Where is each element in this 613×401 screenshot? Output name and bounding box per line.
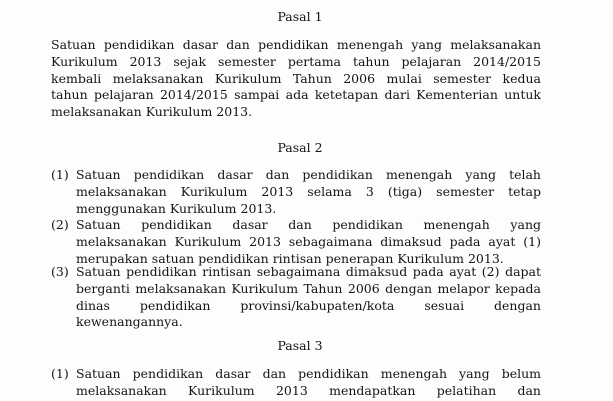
paragraph-line: Satuan pendidikan dasar dan pendidikan menengah yang <box>76 217 541 232</box>
paragraph-line: merupakan satuan pendidikan rintisan penerapan Kurikulum 2013. <box>76 250 504 266</box>
paragraph-line: menggunakan Kurikulum 2013. <box>76 200 277 216</box>
pasal-1-heading: Pasal 1 <box>277 9 323 24</box>
paragraph-line: Satuan pendidikan dasar dan pendidikan menengah yang melaksanakan <box>51 37 541 52</box>
pasal-1-paragraph <box>51 37 541 121</box>
paragraph-line: melaksanakan Kurikulum 2013 sebagaimana dimaksud pada ayat (1) <box>76 233 541 249</box>
pasal-3-heading: Pasal 3 <box>277 338 323 353</box>
ayat-text <box>76 217 541 267</box>
ayat-number: (3) <box>51 264 69 279</box>
paragraph-line: tahun pelajaran 2014/2015 sampai ada ketetapan dari Kementerian untuk <box>51 87 541 103</box>
paragraph-line: Kurikulum 2013 sejak semester pertama tahun pelajaran 2014/2015 <box>51 53 541 69</box>
ayat-text <box>76 167 541 217</box>
pasal-2-ayat-2 <box>51 217 541 267</box>
pasal-2-ayat-1 <box>51 167 541 217</box>
pasal-3-ayat-1 <box>51 366 541 400</box>
ayat-text <box>76 264 541 331</box>
paragraph-line: Satuan pendidikan dasar dan pendidikan menengah yang telah <box>76 167 541 182</box>
paragraph-line: melaksanakan Kurikulum 2013 mendapatkan pelatihan dan <box>76 382 541 398</box>
pasal-2-ayat-3 <box>51 264 541 331</box>
pasal-2-heading: Pasal 2 <box>277 140 323 155</box>
paragraph-line: kewenangannya. <box>76 314 183 330</box>
paragraph-line: melaksanakan Kurikulum 2013 selama 3 (tiga) semester tetap <box>76 183 541 199</box>
paragraph-line: kembali melaksanakan Kurikulum Tahun 2006 mulai semester kedua <box>51 70 541 86</box>
ayat-number: (1) <box>51 366 69 381</box>
paragraph-line: melaksanakan Kurikulum 2013. <box>51 104 253 120</box>
paragraph-line: Satuan pendidikan dasar dan pendidikan menengah yang belum <box>76 366 541 381</box>
ayat-number: (2) <box>51 217 69 232</box>
paragraph-line: berganti melaksanakan Kurikulum Tahun 2006 dengan melapor kepada <box>76 280 541 296</box>
paragraph-line: dinas pendidikan provinsi/kabupaten/kota sesuai dengan <box>76 297 541 313</box>
paragraph-line: Satuan pendidikan rintisan sebagaimana dimaksud pada ayat (2) dapat <box>76 264 541 279</box>
ayat-number: (1) <box>51 167 69 182</box>
ayat-text <box>76 366 541 400</box>
